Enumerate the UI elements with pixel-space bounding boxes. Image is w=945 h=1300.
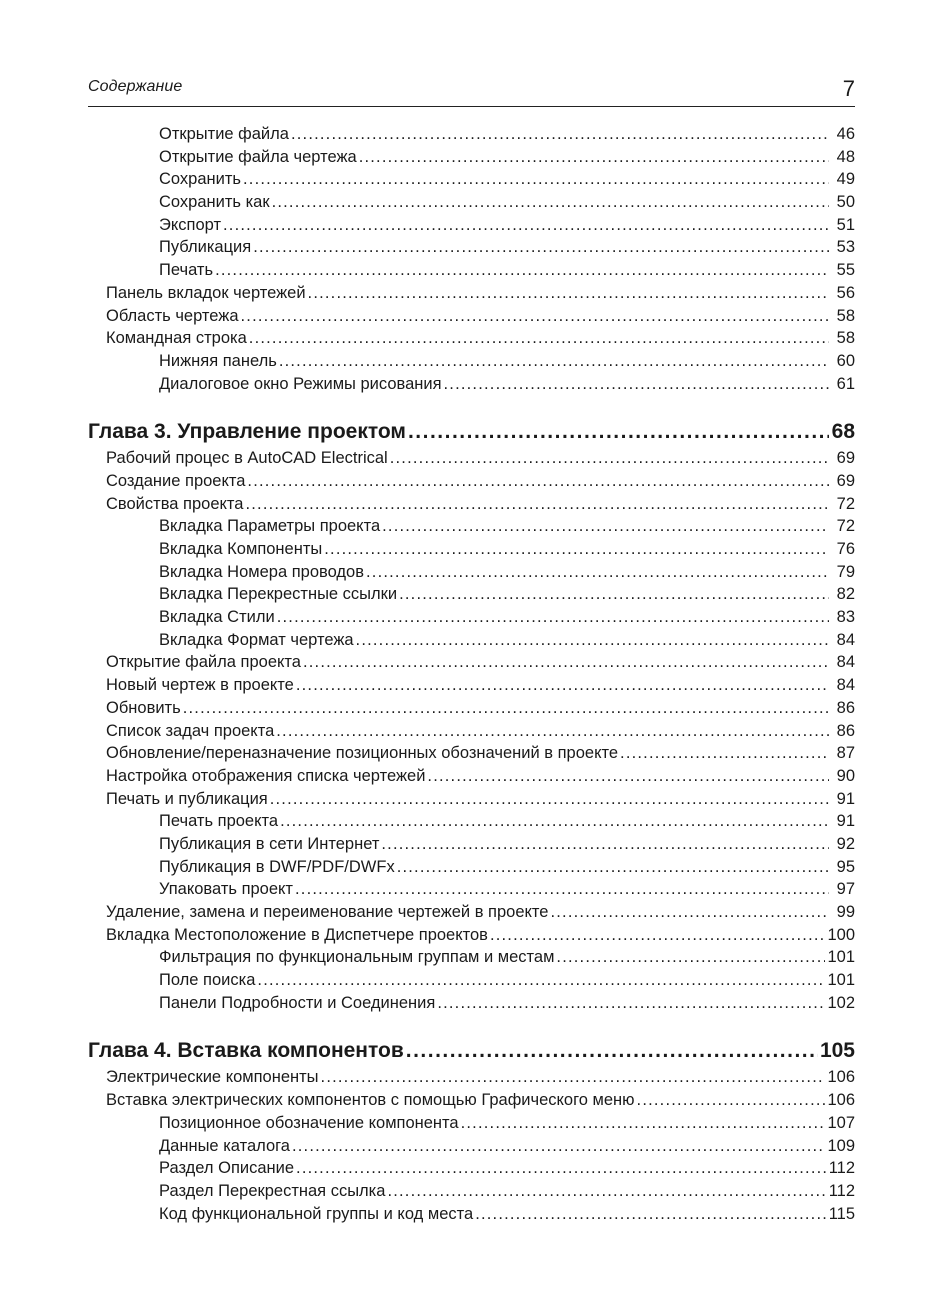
toc-dot-leader xyxy=(556,946,825,969)
toc-entry-title: Командная строка xyxy=(106,329,247,348)
toc-entry-title: Данные каталога xyxy=(159,1136,290,1155)
toc-dot-leader xyxy=(637,1089,826,1112)
toc-entry-title: Сохранить как xyxy=(159,193,270,212)
toc-subsection-entry xyxy=(88,1112,855,1135)
toc-dot-leader xyxy=(324,538,829,561)
toc-dot-leader xyxy=(490,924,826,947)
toc-dot-leader xyxy=(303,651,829,674)
toc-entry-page: 84 xyxy=(836,653,855,672)
toc-dot-leader xyxy=(276,720,829,743)
toc-dot-leader xyxy=(279,350,829,373)
toc-dot-leader xyxy=(272,191,829,214)
page-number: 7 xyxy=(842,76,855,101)
toc-entry-page: 49 xyxy=(836,170,855,189)
toc-entry-title: Открытие файла чертежа xyxy=(159,147,357,166)
toc-entry-title: Список задач проекта xyxy=(106,721,275,740)
toc-dot-leader xyxy=(245,493,829,516)
toc-subsection-entry xyxy=(88,1157,855,1180)
toc-dot-leader xyxy=(427,765,829,788)
toc-dot-leader xyxy=(296,674,829,697)
toc-subsection-entry xyxy=(88,992,855,1015)
toc-entry-page: 76 xyxy=(836,540,855,558)
toc-entry-title: Вкладка Формат чертежа xyxy=(159,630,354,649)
toc-dot-leader xyxy=(277,606,829,629)
toc-entry-page: 55 xyxy=(836,261,855,280)
toc-entry-title: Раздел Перекрестная ссылка xyxy=(159,1181,386,1200)
toc-section-entry xyxy=(88,470,855,493)
toc-dot-leader xyxy=(381,833,829,856)
toc-entry-page: 112 xyxy=(828,1181,855,1200)
toc-entry-page: 56 xyxy=(836,283,855,302)
toc-dot-leader xyxy=(249,327,829,350)
toc-entry-page: 90 xyxy=(836,766,855,785)
toc-entry-title: Глава 4. Вставка компонентов xyxy=(88,1039,404,1063)
toc-entry-title: Публикация в сети Интернет xyxy=(159,834,380,853)
toc-entry-title: Электрические компоненты xyxy=(106,1068,319,1087)
toc-entry-page: 87 xyxy=(836,744,855,763)
toc-dot-leader xyxy=(399,583,829,606)
toc-dot-leader xyxy=(292,1135,826,1158)
toc-subsection-entry xyxy=(88,236,855,259)
toc-subsection-entry xyxy=(88,878,855,901)
toc-dot-leader xyxy=(382,515,829,538)
toc-subsection-entry xyxy=(88,969,855,992)
toc-entry-title: Вкладка Компоненты xyxy=(159,540,323,558)
toc-subsection-entry xyxy=(88,350,855,373)
toc-subsection-entry xyxy=(88,810,855,833)
toc-dot-leader xyxy=(461,1112,826,1135)
toc-dot-leader xyxy=(366,561,829,584)
toc-entry-title: Открытие файла xyxy=(159,125,289,143)
toc-entry-page: 82 xyxy=(836,585,855,604)
toc-section-entry xyxy=(88,447,855,470)
toc-entry-page: 112 xyxy=(828,1159,855,1178)
toc-subsection-entry xyxy=(88,629,855,652)
toc-dot-leader xyxy=(280,810,829,833)
toc-dot-leader xyxy=(550,901,829,924)
toc-subsection-entry xyxy=(88,583,855,606)
toc-section-entry xyxy=(88,327,855,350)
toc-subsection-entry xyxy=(88,1203,855,1226)
toc-dot-leader xyxy=(437,992,825,1015)
toc-entry-page: 84 xyxy=(836,630,855,649)
running-header-title: Содержание xyxy=(88,78,183,95)
toc-dot-leader xyxy=(387,1180,826,1203)
toc-entry-page: 48 xyxy=(836,147,855,166)
toc-entry-page: 107 xyxy=(827,1113,855,1132)
toc-section-entry xyxy=(88,697,855,720)
toc-subsection-entry xyxy=(88,1135,855,1158)
toc-entry-page: 61 xyxy=(836,374,855,393)
toc-entry-title: Настройка отображения списка чертежей xyxy=(106,766,426,785)
toc-entry-page: 91 xyxy=(836,812,855,831)
toc-entry-title: Раздел Описание xyxy=(159,1159,295,1178)
toc-entry-page: 60 xyxy=(836,351,855,370)
toc-section-entry xyxy=(88,651,855,674)
toc-entry-title: Вкладка Местоположение в Диспетчере проектов xyxy=(106,925,488,944)
toc-subsection-entry xyxy=(88,1180,855,1203)
toc-dot-leader xyxy=(321,1066,826,1089)
toc-dot-leader xyxy=(406,1036,818,1066)
toc-section-entry xyxy=(88,720,855,743)
toc-section-entry xyxy=(88,742,855,765)
toc-entry-title: Область чертежа xyxy=(106,306,239,325)
toc-chapter-heading xyxy=(88,1036,855,1066)
toc-dot-leader xyxy=(241,305,830,328)
toc-entry-page: 69 xyxy=(836,449,855,468)
toc-dot-leader xyxy=(243,168,829,191)
toc-entry-page: 101 xyxy=(827,948,855,967)
toc-subsection-entry xyxy=(88,606,855,629)
running-header xyxy=(88,70,855,107)
toc-subsection-entry xyxy=(88,146,855,169)
toc-entry-title: Публикация в DWF/PDF/DWFx xyxy=(159,857,395,876)
toc-entry-page: 50 xyxy=(836,193,855,212)
toc-entry-title: Панель вкладок чертежей xyxy=(106,283,306,302)
toc-section-entry xyxy=(88,1089,855,1112)
toc-section-entry xyxy=(88,305,855,328)
toc-entry-title: Печать проекта xyxy=(159,812,279,831)
toc-subsection-entry xyxy=(88,123,855,146)
toc-section-entry xyxy=(88,901,855,924)
toc-subsection-entry xyxy=(88,515,855,538)
toc-section-entry xyxy=(88,788,855,811)
toc-subsection-entry xyxy=(88,833,855,856)
toc-entry-page: 84 xyxy=(836,676,855,695)
toc-section-entry xyxy=(88,765,855,788)
toc-dot-leader xyxy=(390,447,829,470)
toc-entry-page: 79 xyxy=(836,562,855,581)
toc-entry-page: 95 xyxy=(836,857,855,876)
toc-section-entry xyxy=(88,674,855,697)
toc-dot-leader xyxy=(215,259,829,282)
toc-entry-page: 86 xyxy=(836,721,855,740)
toc-section-entry xyxy=(88,924,855,947)
toc-entry-title: Фильтрация по функциональным группам и местам xyxy=(159,948,555,967)
toc-entry-title: Код функциональной группы и код места xyxy=(159,1204,474,1223)
toc-dot-leader xyxy=(356,629,829,652)
toc-entry-title: Удаление, замена и переименование чертежей в проекте xyxy=(106,903,549,921)
toc-dot-leader xyxy=(223,214,829,237)
toc-entry-title: Свойства проекта xyxy=(106,494,244,513)
toc-entry-title: Обновление/переназначение позиционных обозначений в проекте xyxy=(106,744,619,763)
toc-entry-page: 105 xyxy=(819,1039,855,1063)
toc-subsection-entry xyxy=(88,373,855,396)
toc-entry-title: Диалоговое окно Режимы рисования xyxy=(159,374,442,393)
toc-entry-page: 91 xyxy=(836,789,855,808)
toc-entry-page: 106 xyxy=(827,1068,855,1087)
toc-entry-page: 83 xyxy=(836,608,855,627)
toc-entry-page: 58 xyxy=(836,306,855,325)
toc-dot-leader xyxy=(475,1203,827,1226)
toc-dot-leader xyxy=(291,123,829,146)
toc-entry-title: Создание проекта xyxy=(106,471,246,490)
toc-entry-page: 115 xyxy=(828,1204,855,1223)
toc-entry-title: Упаковать проект xyxy=(159,880,293,899)
toc-dot-leader xyxy=(444,373,829,396)
toc-entry-title: Вставка электрических компонентов с помощью Графического меню xyxy=(106,1091,635,1110)
toc-entry-title: Печать и публикация xyxy=(106,789,268,808)
toc-entry-page: 68 xyxy=(831,420,855,444)
toc-entry-page: 53 xyxy=(836,238,855,257)
toc-subsection-entry xyxy=(88,168,855,191)
toc-entry-page: 51 xyxy=(836,215,855,234)
toc-entry-title: Рабочий процес в AutoCAD Electrical xyxy=(106,449,388,468)
toc-entry-page: 58 xyxy=(836,329,855,348)
toc-entry-page: 106 xyxy=(827,1091,855,1110)
toc-entry-title: Публикация xyxy=(159,238,252,257)
toc-entry-title: Сохранить xyxy=(159,170,241,189)
toc-section-entry xyxy=(88,282,855,305)
toc-entry-page: 72 xyxy=(836,517,855,536)
toc-entry-page: 100 xyxy=(827,925,855,944)
toc-entry-title: Вкладка Перекрестные ссылки xyxy=(159,585,398,604)
toc-subsection-entry xyxy=(88,538,855,561)
toc-dot-leader xyxy=(183,697,829,720)
toc-section-entry xyxy=(88,493,855,516)
toc-entry-title: Экспорт xyxy=(159,215,221,234)
toc-dot-leader xyxy=(257,969,825,992)
toc-entry-title: Открытие файла проекта xyxy=(106,653,301,672)
toc-entry-title: Новый чертеж в проекте xyxy=(106,676,294,695)
toc-entry-title: Вкладка Параметры проекта xyxy=(159,517,381,536)
toc-dot-leader xyxy=(295,878,829,901)
toc-entry-title: Поле поиска xyxy=(159,971,256,990)
table-of-contents xyxy=(88,123,855,1225)
toc-entry-title: Нижняя панель xyxy=(159,351,277,370)
toc-dot-leader xyxy=(359,146,829,169)
toc-subsection-entry xyxy=(88,214,855,237)
toc-entry-page: 72 xyxy=(836,494,855,513)
toc-entry-title: Вкладка Номера проводов xyxy=(159,562,364,581)
toc-entry-page: 101 xyxy=(827,971,855,990)
toc-entry-page: 109 xyxy=(827,1136,855,1155)
toc-dot-leader xyxy=(270,788,829,811)
toc-entry-title: Печать xyxy=(159,261,214,280)
toc-entry-page: 102 xyxy=(827,993,855,1012)
toc-dot-leader xyxy=(253,236,829,259)
toc-entry-page: 99 xyxy=(836,903,855,921)
toc-entry-page: 69 xyxy=(836,471,855,490)
toc-section-entry xyxy=(88,1066,855,1089)
toc-subsection-entry xyxy=(88,191,855,214)
toc-entry-title: Вкладка Стили xyxy=(159,608,275,627)
toc-entry-page: 97 xyxy=(836,880,855,899)
toc-dot-leader xyxy=(308,282,829,305)
toc-dot-leader xyxy=(247,470,829,493)
toc-subsection-entry xyxy=(88,856,855,879)
toc-entry-title: Глава 3. Управление проектом xyxy=(88,420,406,444)
toc-subsection-entry xyxy=(88,561,855,584)
toc-dot-leader xyxy=(397,856,829,879)
toc-entry-page: 86 xyxy=(836,698,855,717)
toc-subsection-entry xyxy=(88,946,855,969)
toc-entry-page: 92 xyxy=(836,834,855,853)
toc-entry-page: 46 xyxy=(836,125,855,143)
toc-chapter-heading xyxy=(88,417,855,447)
toc-dot-leader xyxy=(408,417,829,447)
toc-dot-leader xyxy=(620,742,829,765)
toc-entry-title: Обновить xyxy=(106,698,181,717)
toc-entry-title: Панели Подробности и Соединения xyxy=(159,993,436,1012)
toc-subsection-entry xyxy=(88,259,855,282)
toc-entry-title: Позиционное обозначение компонента xyxy=(159,1113,459,1132)
toc-dot-leader xyxy=(296,1157,827,1180)
